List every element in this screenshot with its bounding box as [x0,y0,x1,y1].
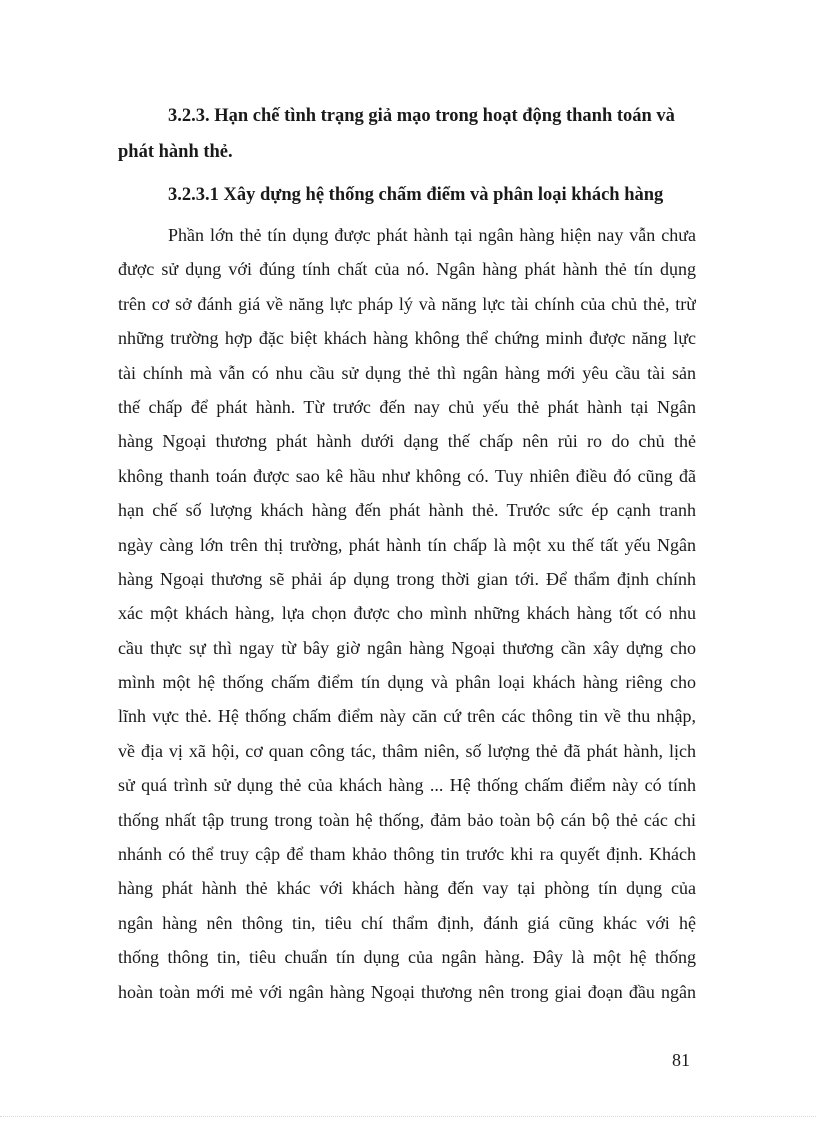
section-heading-line-2: phát hành thẻ. [118,142,233,162]
paragraph-line: không thanh toán được sao kê hầu như không có. Tuy nhiên điều đó cũng đã [118,465,696,486]
paragraph-line: thế chấp để phát hành. Từ trước đến nay chủ yếu thẻ phát hành tại Ngân [118,396,696,417]
paragraph-line: nhánh có thể truy cập để tham khảo thông tin trước khi ra quyết định. Khách [118,844,696,865]
paragraph-line: cầu thực sự thì ngay từ bây giờ ngân hàng Ngoại thương cần xây dựng cho [118,637,696,658]
paragraph-line: thống thông tin, tiêu chuẩn tín dụng của ngân hàng. Đây là một hệ thống [118,947,696,968]
paragraph-line: những trường hợp đặc biệt khách hàng không thể chứng minh được năng lực [118,328,696,349]
paragraph-line: hàng phát hành thẻ khác với khách hàng đến vay tại phòng tín dụng của [118,878,696,899]
section-heading [118,98,698,170]
section-heading-line-1: 3.2.3. Hạn chế tình trạng giả mạo trong hoạt động thanh toán và [168,106,675,126]
page-bottom-divider [0,1116,816,1117]
paragraph-line: xác một khách hàng, lựa chọn được cho mình những khách hàng tốt có nhu [118,603,696,624]
paragraph-line: hàng Ngoại thương phát hành dưới dạng thế chấp nên rủi ro do chủ thẻ [118,431,696,452]
paragraph-line: hạn chế số lượng khách hàng đến phát hành thẻ. Trước sức ép cạnh tranh [118,500,696,521]
paragraph-line: hàng Ngoại thương sẽ phải áp dụng trong thời gian tới. Để thẩm định chính [118,568,696,589]
paragraph-line: Phần lớn thẻ tín dụng được phát hành tại ngân hàng hiện nay vẫn chưa [168,225,696,245]
paragraph-line: ngân hàng nên thông tin, tiêu chí thẩm định, đánh giá cũng khác với hệ [118,912,696,933]
paragraph-line: được sử dụng với đúng tính chất của nó. Ngân hàng phát hành thẻ tín dụng [118,259,696,280]
paragraph-line: trên cơ sở đánh giá về năng lực pháp lý và năng lực tài chính của chủ thẻ, trừ [118,293,696,314]
paragraph-line: hoàn toàn mới mẻ với ngân hàng Ngoại thương nên trong giai đoạn đầu ngân [118,981,696,1002]
paragraph-line: về địa vị xã hội, cơ quan công tác, thâm niên, số lượng thẻ đã phát hành, lịch [118,740,696,761]
paragraph-line: lĩnh vực thẻ. Hệ thống chấm điểm này căn cứ trên các thông tin về thu nhập, [118,706,696,727]
paragraph-line: ngày càng lớn trên thị trường, phát hành tín chấp là một xu thế tất yếu Ngân [118,534,696,555]
body-paragraph [118,218,696,1009]
paragraph-line: mình một hệ thống chấm điểm tín dụng và phân loại khách hàng riêng cho [118,672,696,693]
paragraph-line: tài chính mà vẫn có nhu cầu sử dụng thẻ thì ngân hàng mới yêu cầu tài sản [118,362,696,383]
page-number: 81 [672,1050,690,1070]
paragraph-line: thống nhất tập trung trong toàn hệ thống, đảm bảo toàn bộ cán bộ thẻ các chi [118,809,696,830]
subsection-heading: 3.2.3.1 Xây dựng hệ thống chấm điểm và phân loại khách hàng [168,185,664,205]
paragraph-line: sử quá trình sử dụng thẻ của khách hàng ... Hệ thống chấm điểm này có tính [118,775,696,796]
